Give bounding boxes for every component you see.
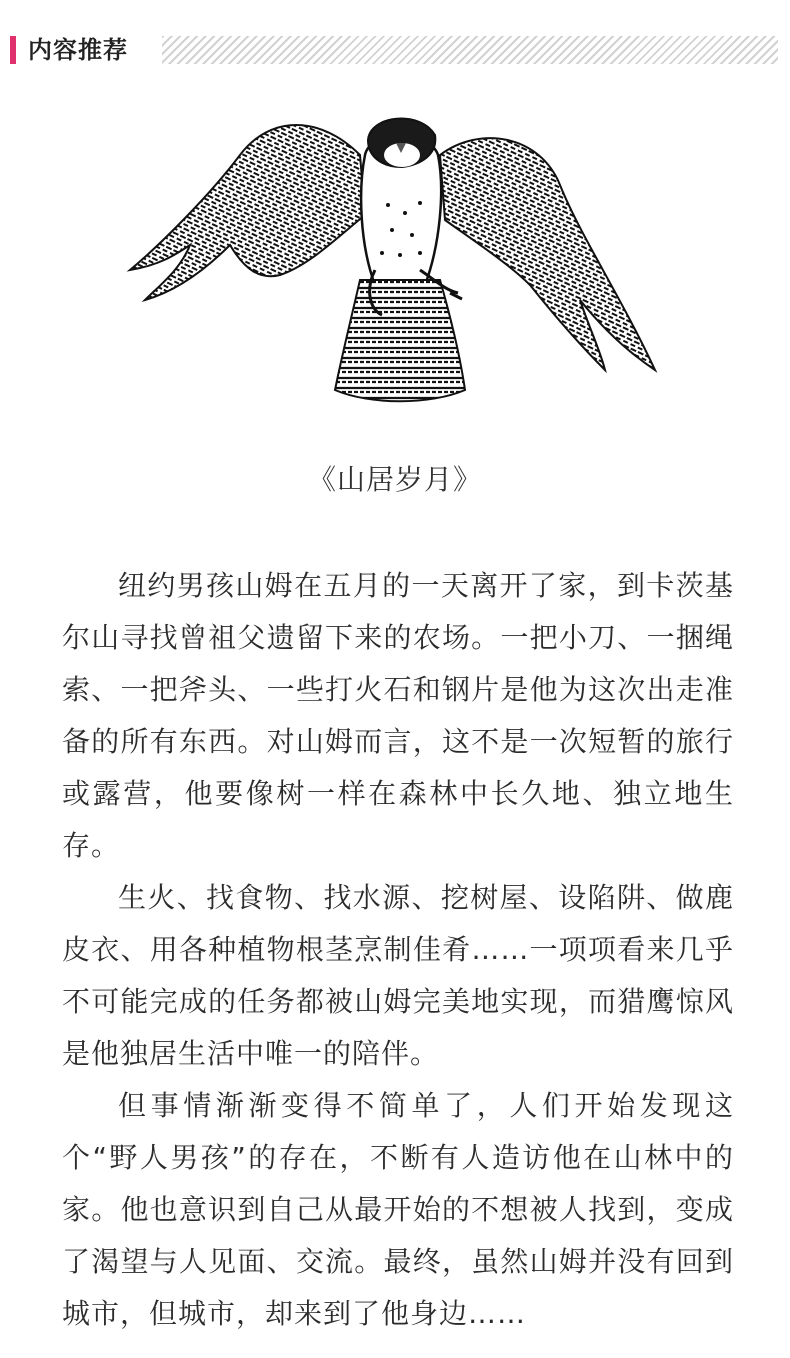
section-header (0, 30, 790, 70)
accent-bar (10, 36, 16, 64)
falcon-drawing-icon (120, 95, 660, 415)
book-title-caption: 《山居岁月》 (307, 463, 482, 496)
paragraph-3: 但事情渐渐变得不简单了，人们开始发现这个“野人男孩”的存在，不断有人造访他在山林中的家。他也意识到自己从最开始的不想被人找到，变成了渴望与人见面、交流。最终，虽然山姆并没有回到城市，但城市，却来到了他身边…… (62, 1089, 734, 1330)
paragraph-2: 生火、找食物、找水源、挖树屋、设陷阱、做鹿皮衣、用各种植物根茎烹制佳肴……一项项看来几乎不可能完成的任务都被山姆完美地实现，而猎鹰惊风是他独居生活中唯一的陪伴。 (62, 881, 734, 1070)
striped-divider (162, 36, 778, 64)
description-body (62, 560, 734, 1340)
paragraph-1: 纽约男孩山姆在五月的一天离开了家，到卡茨基尔山寻找曾祖父遗留下来的农场。一把小刀、一捆绳索、一把斧头、一些打火石和钢片是他为这次出走准备的所有东西。对山姆而言，这不是一次短暂的旅行或露营，他要像树一样在森林中长久地、独立地生存。 (62, 569, 734, 862)
section-title: 内容推荐 (28, 36, 128, 64)
